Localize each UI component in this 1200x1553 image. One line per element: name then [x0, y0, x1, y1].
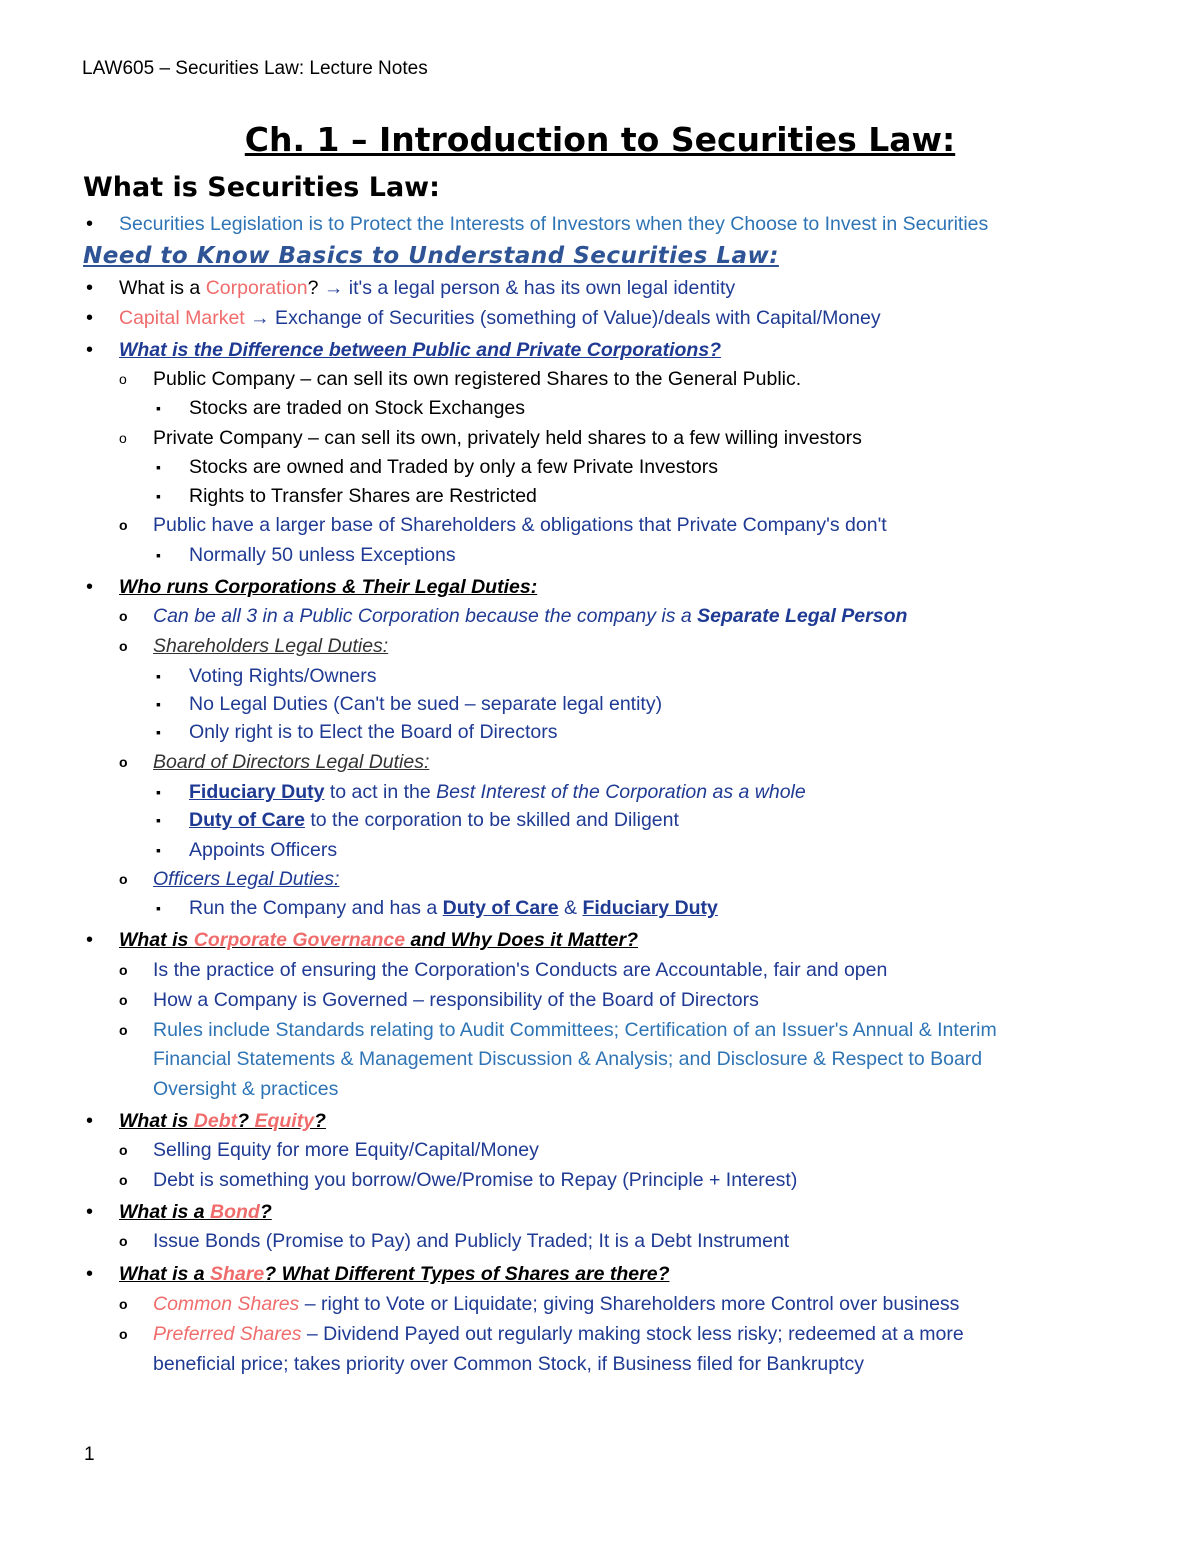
circle-bullet-icon: o — [119, 754, 128, 770]
bullet-icon: • — [86, 339, 94, 361]
circle-bullet-icon: o — [119, 608, 128, 624]
list-item-run-company: Run the Company and has a Duty of Care & Fiduciary Duty — [189, 897, 718, 919]
square-bullet-icon: ▪ — [156, 724, 161, 740]
bullet-icon: • — [86, 307, 94, 329]
bullet-icon: • — [86, 1201, 94, 1223]
board-heading: Board of Directors Legal Duties: — [153, 751, 430, 773]
list-item-capital-market: Capital Market → Exchange of Securities (something of Value)/deals with Capital/Money — [119, 307, 881, 329]
square-bullet-icon: ▪ — [156, 784, 161, 800]
list-item-debt-borrow: Debt is something you borrow/Owe/Promise to Repay (Principle + Interest) — [153, 1169, 798, 1191]
square-bullet-icon: ▪ — [156, 547, 161, 563]
question-bond: What is a Bond? — [119, 1201, 272, 1223]
question-governance: What is Corporate Governance and Why Does it Matter? — [119, 929, 639, 951]
circle-bullet-icon: o — [119, 1326, 128, 1342]
circle-bullet-icon: o — [119, 1296, 128, 1312]
bullet-icon: • — [86, 277, 94, 299]
circle-bullet-icon: o — [119, 1142, 128, 1158]
list-item-gov-rules: Rules include Standards relating to Audit Committees; Certification of an Issuer's Annual & Interim — [153, 1019, 997, 1041]
list-item-duty-of-care: Duty of Care to the corporation to be skilled and Diligent — [189, 809, 679, 831]
square-bullet-icon: ▪ — [156, 668, 161, 684]
circle-bullet-icon: o — [119, 992, 128, 1008]
square-bullet-icon: ▪ — [156, 400, 161, 416]
square-bullet-icon: ▪ — [156, 459, 161, 475]
list-item-common-shares: Common Shares – right to Vote or Liquidate; giving Shareholders more Control over business — [153, 1293, 960, 1315]
circle-bullet-icon: o — [119, 1233, 128, 1249]
subsection-heading: Need to Know Basics to Understand Securities Law: — [83, 243, 779, 269]
list-item-fiduciary: Fiduciary Duty to act in the Best Interest of the Corporation as a whole — [189, 781, 806, 803]
list-item-larger-base: Public have a larger base of Shareholders & obligations that Private Company's don't — [153, 514, 887, 536]
list-item-voting: Voting Rights/Owners — [189, 665, 377, 687]
list-item-no-duties: No Legal Duties (Can't be sued – separate legal entity) — [189, 693, 663, 715]
list-item-preferred-shares-cont: beneficial price; takes priority over Common Stock, if Business filed for Bankruptcy — [153, 1353, 864, 1375]
circle-bullet-icon: o — [119, 371, 127, 387]
bullet-icon: • — [86, 213, 94, 235]
page-number: 1 — [84, 1444, 95, 1465]
shareholders-heading: Shareholders Legal Duties: — [153, 635, 389, 657]
list-item-rights-transfer: Rights to Transfer Shares are Restricted — [189, 485, 537, 507]
list-item-gov-rules-cont: Financial Statements & Management Discussion & Analysis; and Disclosure & Respect to Board — [153, 1048, 983, 1070]
list-item-gov-governed: How a Company is Governed – responsibility of the Board of Directors — [153, 989, 759, 1011]
officers-heading: Officers Legal Duties: — [153, 868, 340, 890]
square-bullet-icon: ▪ — [156, 488, 161, 504]
list-item-appoints: Appoints Officers — [189, 839, 338, 861]
list-item-gov-practice: Is the practice of ensuring the Corporation's Conducts are Accountable, fair and open — [153, 959, 888, 981]
circle-bullet-icon: o — [119, 962, 128, 978]
circle-bullet-icon: o — [119, 871, 128, 887]
square-bullet-icon: ▪ — [156, 900, 161, 916]
list-item-gov-rules-cont2: Oversight & practices — [153, 1078, 339, 1100]
bullet-icon: • — [86, 1263, 94, 1285]
list-item-stocks-traded: Stocks are traded on Stock Exchanges — [189, 397, 526, 419]
arrow-icon: → — [323, 277, 344, 299]
circle-bullet-icon: o — [119, 430, 127, 446]
bullet-icon: • — [86, 1110, 94, 1132]
list-item-selling-equity: Selling Equity for more Equity/Capital/Money — [153, 1139, 539, 1161]
arrow-icon: → — [250, 307, 270, 329]
question-who-runs: Who runs Corporations & Their Legal Duties: — [119, 576, 538, 598]
list-item-owned-traded: Stocks are owned and Traded by only a few Private Investors — [189, 456, 718, 478]
question-public-private: What is the Difference between Public and Private Corporations? — [119, 339, 722, 361]
list-item-only-right: Only right is to Elect the Board of Directors — [189, 721, 558, 743]
list-item-public-company: Public Company – can sell its own registered Shares to the General Public. — [153, 368, 802, 390]
bullet-icon: • — [86, 576, 94, 598]
list-item-issue-bonds: Issue Bonds (Promise to Pay) and Publicly Traded; It is a Debt Instrument — [153, 1230, 790, 1252]
square-bullet-icon: ▪ — [156, 842, 161, 858]
intro-text: Securities Legislation is to Protect the Interests of Investors when they Choose to Invest in Securities — [119, 213, 989, 235]
list-item-preferred-shares: Preferred Shares – Dividend Payed out regularly making stock less risky; redeemed at a more — [153, 1323, 964, 1345]
bullet-icon: • — [86, 929, 94, 951]
list-item-corporation: What is a Corporation? → it's a legal person & has its own legal identity — [119, 277, 736, 299]
question-share: What is a Share? What Different Types of Shares are there? — [119, 1263, 670, 1285]
square-bullet-icon: ▪ — [156, 812, 161, 828]
circle-bullet-icon: o — [119, 517, 128, 533]
circle-bullet-icon: o — [119, 638, 128, 654]
list-item-all-three: Can be all 3 in a Public Corporation because the company is a Separate Legal Person — [153, 605, 908, 627]
list-item-private-company: Private Company – can sell its own, privately held shares to a few willing investors — [153, 427, 862, 449]
question-debt-equity: What is Debt? Equity? — [119, 1110, 326, 1132]
square-bullet-icon: ▪ — [156, 696, 161, 712]
circle-bullet-icon: o — [119, 1022, 128, 1038]
list-item-normally-50: Normally 50 unless Exceptions — [189, 544, 456, 566]
page-header: LAW605 – Securities Law: Lecture Notes — [82, 58, 428, 79]
chapter-title: Ch. 1 – Introduction to Securities Law: — [244, 120, 956, 159]
circle-bullet-icon: o — [119, 1172, 128, 1188]
section-heading: What is Securities Law: — [83, 172, 440, 203]
